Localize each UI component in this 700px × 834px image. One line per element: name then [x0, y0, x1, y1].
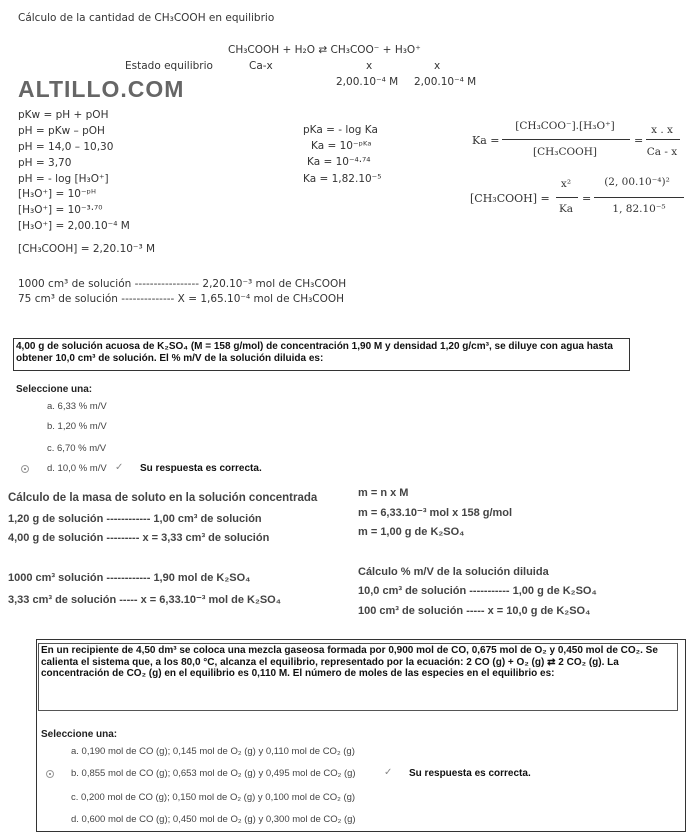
solution-line: m = n x M [358, 487, 409, 499]
calc-line: [H₃O⁺] = 10⁻³·⁷⁰ [18, 204, 103, 216]
fraction-bar [556, 197, 578, 198]
calc-line: pH = 14,0 – 10,30 [18, 141, 114, 153]
question-text: En un recipiente de 4,50 dm³ se coloca una mezcla gaseosa formada por 0,900 mol de CO, 0,675 mol de O₂ y 0,450 mol de CO₂. Se calienta el sistema que, a los 80,0 °C, alcanza el equilibrio, representado por la ecuación: 2 CO (g) + O₂ (g) ⇄ 2 CO₂ (g). La concentración de CO₂ (g) en el equilibrio es 0,110 M. El número de moles de las especies en el equilibrio es: [41, 645, 658, 679]
calc-line: pH = - log [H₃O⁺] [18, 173, 109, 185]
state-ca: Ca-x [249, 60, 273, 72]
ka-line: pKa = - log Ka [303, 124, 378, 136]
solution-line: 4,00 g de solución --------- x = 3,33 cm³ de solución [8, 532, 270, 544]
solution-heading: Cálculo % m/V de la solución diluida [358, 566, 549, 578]
ch3-numerator: x² [560, 178, 572, 190]
radio-selected[interactable] [21, 465, 29, 473]
correct-feedback: Su respuesta es correcta. [140, 463, 262, 474]
ch3-lhs: [CH₃COOH] = [470, 192, 550, 205]
answer-option-a[interactable]: a. 6,33 % m/V [47, 401, 107, 412]
section-heading: Cálculo de la cantidad de CH₃COOH en equilibrio [18, 12, 275, 24]
radio-selected[interactable] [46, 770, 54, 778]
solution-line: 100 cm³ de solución ----- x = 10,0 g de K₂SO₄ [358, 605, 591, 617]
calc-line: [H₃O⁺] = 10⁻ᵖᴴ [18, 188, 96, 200]
eq-conc-1: 2,00.10⁻⁴ M [336, 76, 399, 88]
solution-heading: Cálculo de la masa de soluto en la solución concentrada [8, 492, 318, 504]
answer-option-d[interactable]: d. 0,600 mol de CO (g); 0,450 mol de O₂ (g) y 0,300 mol de CO₂ (g) [71, 814, 356, 825]
eq-conc-2: 2,00.10⁻⁴ M [414, 76, 477, 88]
ka-numerator-2: x . x [651, 124, 673, 136]
ka-denominator-2: Ca - x [646, 146, 678, 158]
solution-line: m = 6,33.10⁻³ mol x 158 g/mol [358, 507, 513, 519]
select-prompt: Seleccione una: [16, 384, 93, 395]
ch3-numerator-2: (2, 00.10⁻⁴)² [604, 176, 670, 188]
ch3-denominator-2: 1, 82.10⁻⁵ [612, 203, 666, 215]
solution-line: 1,20 g de solución ------------ 1,00 cm³ de solución [8, 513, 262, 525]
reaction-equation: CH₃COOH + H₂O ⇄ CH₃COO⁻ + H₃O⁺ [228, 44, 421, 56]
answer-option-c[interactable]: c. 0,200 mol de CO (g); 0,150 mol de O₂ (g) y 0,100 mol de CO₂ (g) [71, 792, 356, 803]
ka-numerator: [CH₃COO⁻].[H₃O⁺] [515, 120, 615, 132]
calc-line: pH = pKw – pOH [18, 125, 105, 137]
calc-line: pH = 3,70 [18, 157, 72, 169]
fraction-bar [594, 197, 684, 198]
answer-option-a[interactable]: a. 0,190 mol de CO (g); 0,145 mol de O₂ (g) y 0,110 mol de CO₂ (g) [71, 746, 355, 757]
state-label: Estado equilibrio [125, 60, 213, 72]
site-logo: ALTILLO.COM [18, 76, 185, 102]
ka-denominator: [CH₃COOH] [533, 146, 597, 158]
solution-line: m = 1,00 g de K₂SO₄ [358, 526, 465, 538]
check-icon: ✓ [115, 462, 124, 473]
proportion-line: 75 cm³ de solución -------------- X = 1,65.10⁻⁴ mol de CH₃COOH [18, 293, 345, 305]
state-x1: x [366, 60, 373, 72]
solution-line: 1000 cm³ solución ------------ 1,90 mol de K₂SO₄ [8, 572, 251, 584]
check-icon: ✓ [384, 767, 393, 778]
ka-line: Ka = 10⁻⁴·⁷⁴ [307, 156, 371, 168]
calc-line: [H₃O⁺] = 2,00.10⁻⁴ M [18, 220, 130, 232]
correct-feedback: Su respuesta es correcta. [409, 768, 531, 779]
equals-sign: = [582, 192, 592, 205]
select-prompt: Seleccione una: [41, 729, 118, 740]
fraction-bar [646, 139, 680, 140]
proportion-line: 1000 cm³ de solución ----------------- 2,20.10⁻³ mol de CH₃COOH [18, 278, 347, 290]
fraction-bar [502, 139, 630, 140]
acetic-concentration: [CH₃COOH] = 2,20.10⁻³ M [18, 243, 156, 255]
answer-option-c[interactable]: c. 6,70 % m/V [47, 443, 107, 454]
answer-option-b[interactable]: b. 0,855 mol de CO (g); 0,653 mol de O₂ (g) y 0,495 mol de CO₂ (g) [71, 768, 356, 779]
solution-line: 10,0 cm³ de solución ----------- 1,00 g de K₂SO₄ [358, 585, 597, 597]
equals-sign: = [634, 134, 644, 147]
answer-option-b[interactable]: b. 1,20 % m/V [47, 421, 107, 432]
calc-line: pKw = pH + pOH [18, 109, 109, 121]
ka-line: Ka = 10⁻ᵖᴷᵃ [311, 140, 372, 152]
solution-line: 3,33 cm³ de solución ----- x = 6,33.10⁻³ mol de K₂SO₄ [8, 594, 281, 606]
question-text: 4,00 g de solución acuosa de K₂SO₄ (M = 158 g/mol) de concentración 1,90 M y densidad 1,20 g/cm³, se diluye con agua hasta obtener 10,0 cm³ de solución. El % m/V de la solución diluida es: [16, 341, 613, 364]
answer-option-d[interactable]: d. 10,0 % m/V [47, 463, 107, 474]
state-x2: x [434, 60, 441, 72]
ka-lhs: Ka = [472, 134, 500, 147]
ka-line: Ka = 1,82.10⁻⁵ [303, 173, 382, 185]
ch3-denominator: Ka [558, 203, 574, 215]
